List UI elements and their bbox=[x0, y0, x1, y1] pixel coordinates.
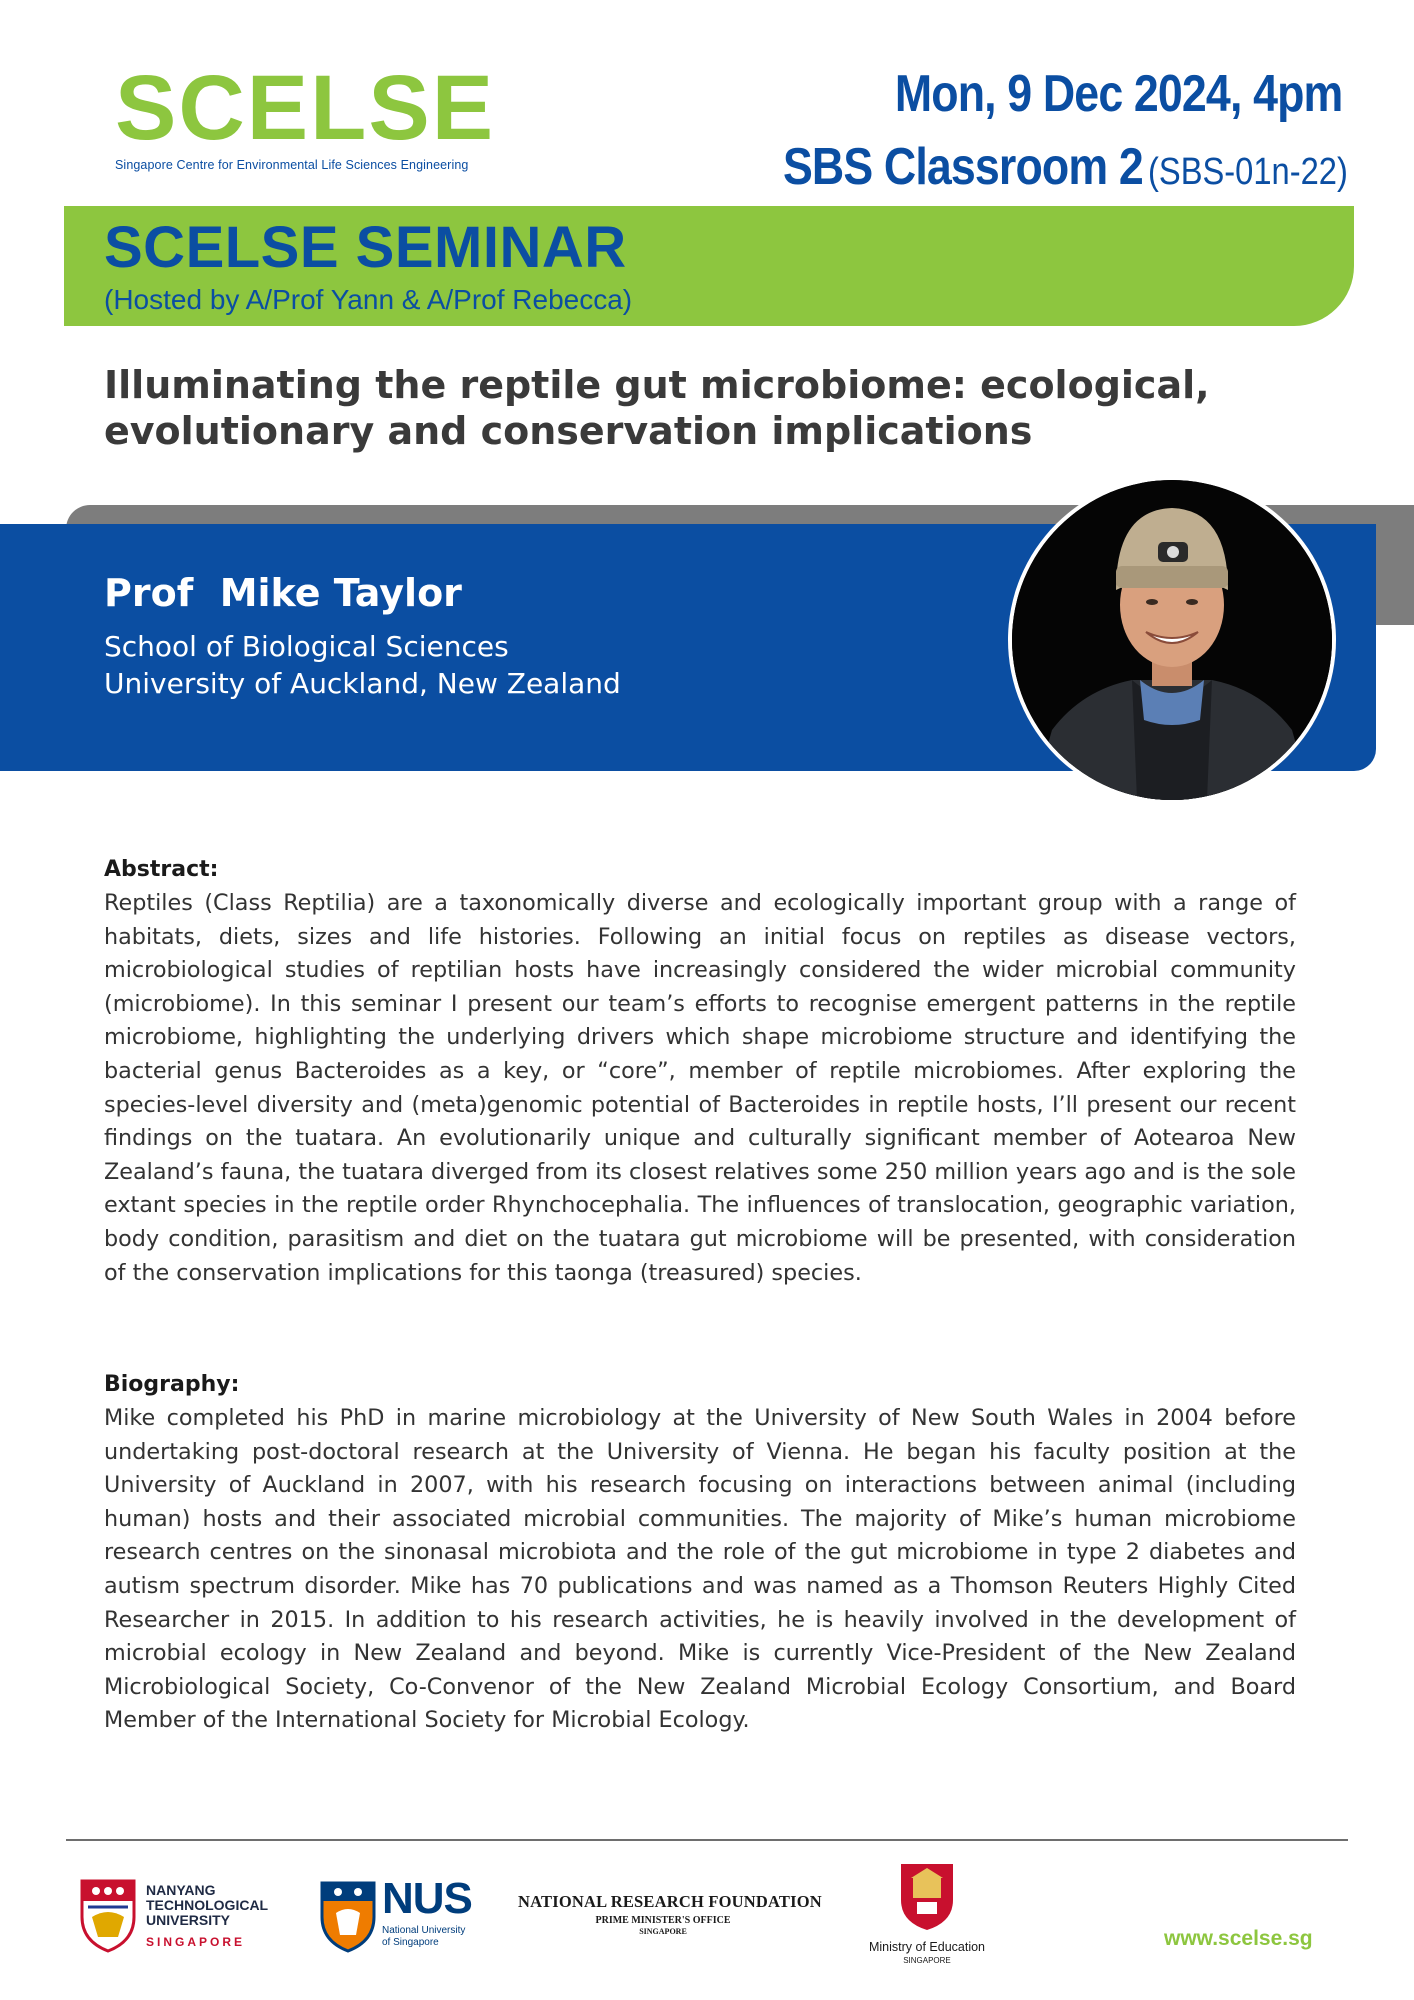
footer-divider bbox=[66, 1839, 1348, 1841]
moe-country: SINGAPORE bbox=[903, 1956, 951, 1965]
ntu-name-line3: UNIVERSITY bbox=[146, 1912, 231, 1928]
speaker-university: University of Auckland, New Zealand bbox=[104, 667, 621, 700]
ntu-crest-icon bbox=[78, 1877, 138, 1953]
scelse-logo-subtitle: Singapore Centre for Environmental Life Sciences Engineering bbox=[115, 158, 469, 172]
venue-code: (SBS-01n-22) bbox=[1148, 151, 1348, 193]
nus-crest-icon bbox=[318, 1877, 378, 1953]
speaker-name: Prof Mike Taylor bbox=[104, 571, 462, 615]
abstract-text: Reptiles (Class Reptilia) are a taxonomically diverse and ecologically important group with a range of habitats, diets, sizes and life histories. Following an initial focus on reptiles as disease vectors, microbiological studies of reptilian hosts have increasingly considered the wider microbial community (microbiome). In this seminar I present our team’s efforts to recognise emergent patterns in the reptile microbiome, highlighting the underlying drivers which shape microbiome structure and identifying the bacterial genus Bacteroides as a key, or “core”, member of reptile microbiomes. After exploring the species-level diversity and (meta)genomic potential of Bacteroides in reptile hosts, I’ll present our recent findings on the tuatara. An evolutionarily unique and culturally significant member of Aotearoa New Zealand’s fauna, the tuatara diverged from its closest relatives some 250 million years ago and is the sole extant species in the reptile order Rhynchocephalia. The influences of translocation, geographic variation, body condition, parasitism and diet on the tuatara gut microbiome will be presented, with consideration of the conservation implications for this taonga (treasured) species. bbox=[104, 890, 1296, 1286]
ntu-name-line1: NANYANG bbox=[146, 1882, 216, 1898]
ntu-logo bbox=[78, 1877, 288, 1955]
speaker-portrait-illustration bbox=[1012, 480, 1332, 800]
nus-name-line2: of Singapore bbox=[382, 1937, 439, 1948]
moe-crest-icon bbox=[897, 1860, 957, 1932]
event-venue bbox=[783, 137, 1348, 197]
ntu-country: SINGAPORE bbox=[146, 1935, 246, 1949]
biography-heading: Biography: bbox=[104, 1372, 240, 1397]
nrf-logo bbox=[518, 1892, 828, 1942]
talk-title: Illuminating the reptile gut microbiome: ecological, evolutionary and conservation implications bbox=[104, 363, 1210, 453]
scelse-logo bbox=[115, 57, 496, 172]
ntu-name-line2: TECHNOLOGICAL bbox=[146, 1897, 269, 1913]
venue-name: SBS Classroom 2 bbox=[783, 138, 1144, 196]
moe-logo bbox=[862, 1860, 992, 1970]
biography-text: Mike completed his PhD in marine microbiology at the University of New South Wales in 2004 before undertaking post-doctoral research at the University of Vienna. He began his faculty position at the University of Auckland in 2007, with his research focusing on interactions between animal (including human) hosts and their associated microbial communities. The majority of Mike’s human microbiome research centres on the sinonasal microbiota and the role of the gut microbiome in type 2 diabetes and autism spectrum disorder. Mike has 70 publications and was named as a Thomson Reuters Highly Cited Researcher in 2015. In addition to his research activities, he is heavily involved in the development of microbial ecology in New Zealand and beyond. Mike is currently Vice-President of the New Zealand Microbiological Society, Co-Convenor of the New Zealand Microbial Ecology Consortium, and Board Member of the International Society for Microbial Ecology. bbox=[104, 1405, 1296, 1734]
website-link[interactable]: www.scelse.sg bbox=[1164, 1927, 1313, 1950]
abstract-heading: Abstract: bbox=[104, 857, 219, 882]
nrf-office: PRIME MINISTER'S OFFICE bbox=[595, 1915, 731, 1926]
event-date-time: Mon, 9 Dec 2024, 4pm bbox=[894, 65, 1342, 123]
seminar-title: SCELSE SEMINAR bbox=[104, 215, 627, 280]
speaker-photo bbox=[1008, 476, 1336, 804]
scelse-logo-wordmark: SCELSE bbox=[115, 57, 496, 159]
nus-wordmark: NUS bbox=[382, 1874, 472, 1923]
nus-logo bbox=[318, 1874, 488, 1957]
nus-name-line1: National University bbox=[382, 1925, 466, 1936]
nrf-country: SINGAPORE bbox=[639, 1927, 687, 1936]
moe-name: Ministry of Education bbox=[868, 1940, 986, 1954]
speaker-department: School of Biological Sciences bbox=[104, 630, 509, 663]
nrf-name: NATIONAL RESEARCH FOUNDATION bbox=[518, 1892, 822, 1911]
seminar-host: (Hosted by A/Prof Yann & A/Prof Rebecca) bbox=[104, 284, 633, 315]
